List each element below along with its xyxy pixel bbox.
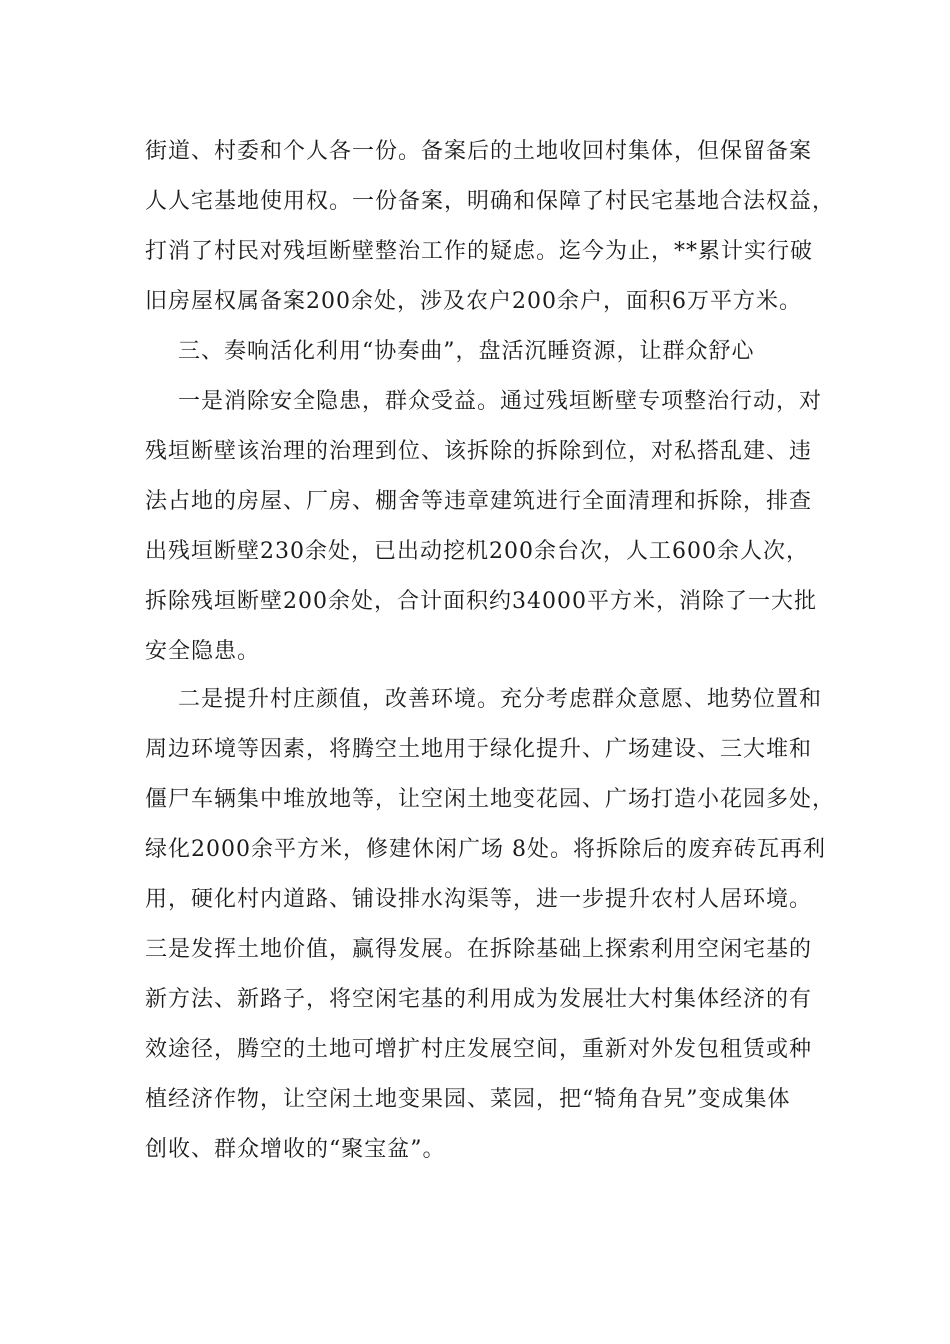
text-line-15: 绿化2000余平方米，修建休闲广场 8处。将拆除后的废弃砖瓦再利 <box>145 837 826 862</box>
text-line-9: 出残垣断壁230余处，已出动挖机200余台次，人工600余人次， <box>145 539 809 564</box>
text-line-17: 三是发挥土地价值，赢得发展。在拆除基础上探索利用空闲宅基的 <box>145 937 813 962</box>
text-line-10: 拆除残垣断壁200余处，合计面积约34000平方米，消除了一大批 <box>145 589 817 614</box>
text-line-8: 法占地的房屋、厂房、棚舍等违章建筑进行全面清理和拆除，排查 <box>145 489 813 514</box>
text-line-18: 新方法、新路子，将空闲宅基的利用成为发展壮大村集体经济的有 <box>145 987 813 1012</box>
text-line-6: 一是消除安全隐患，群众受益。通过残垣断壁专项整治行动，对 <box>178 389 823 414</box>
text-line-11: 安全隐患。 <box>145 639 261 664</box>
text-line-1: 街道、村委和个人各一份。备案后的土地收回村集体，但保留备案 <box>145 139 813 164</box>
text-line-3: 打消了村民对残垣断壁整治工作的疑虑。迄今为止，**累计实行破 <box>145 239 814 264</box>
section-heading: 三、奏响活化利用“协奏曲”，盘活沉睡资源，让群众舒心 <box>178 339 755 364</box>
text-line-7: 残垣断壁该治理的治理到位、该拆除的拆除到位，对私搭乱建、违 <box>145 439 813 464</box>
text-line-4: 旧房屋权属备案200余处，涉及农户200余户，面积6万平方米。 <box>145 289 802 314</box>
text-line-13: 周边环境等因素，将腾空土地用于绿化提升、广场建设、三大堆和 <box>145 737 813 762</box>
text-line-2: 人人宅基地使用权。一份备案，明确和保障了村民宅基地合法权益， <box>145 189 836 214</box>
text-line-19: 效途径，腾空的土地可增扩村庄发展空间，重新对外发包租赁或种 <box>145 1037 813 1062</box>
text-line-12: 二是提升村庄颜值，改善环境。充分考虑群众意愿、地势位置和 <box>178 687 823 712</box>
text-line-20: 植经济作物，让空闲土地变果园、菜园，把“犄角旮旯”变成集体 <box>145 1087 791 1112</box>
text-line-16: 用，硬化村内道路、铺设排水沟渠等，进一步提升农村人居环境。 <box>145 887 813 912</box>
text-line-14: 僵尸车辆集中堆放地等，让空闲土地变花园、广场打造小花园多处， <box>145 787 836 812</box>
text-line-21: 创收、群众增收的“聚宝盆”。 <box>145 1137 446 1162</box>
